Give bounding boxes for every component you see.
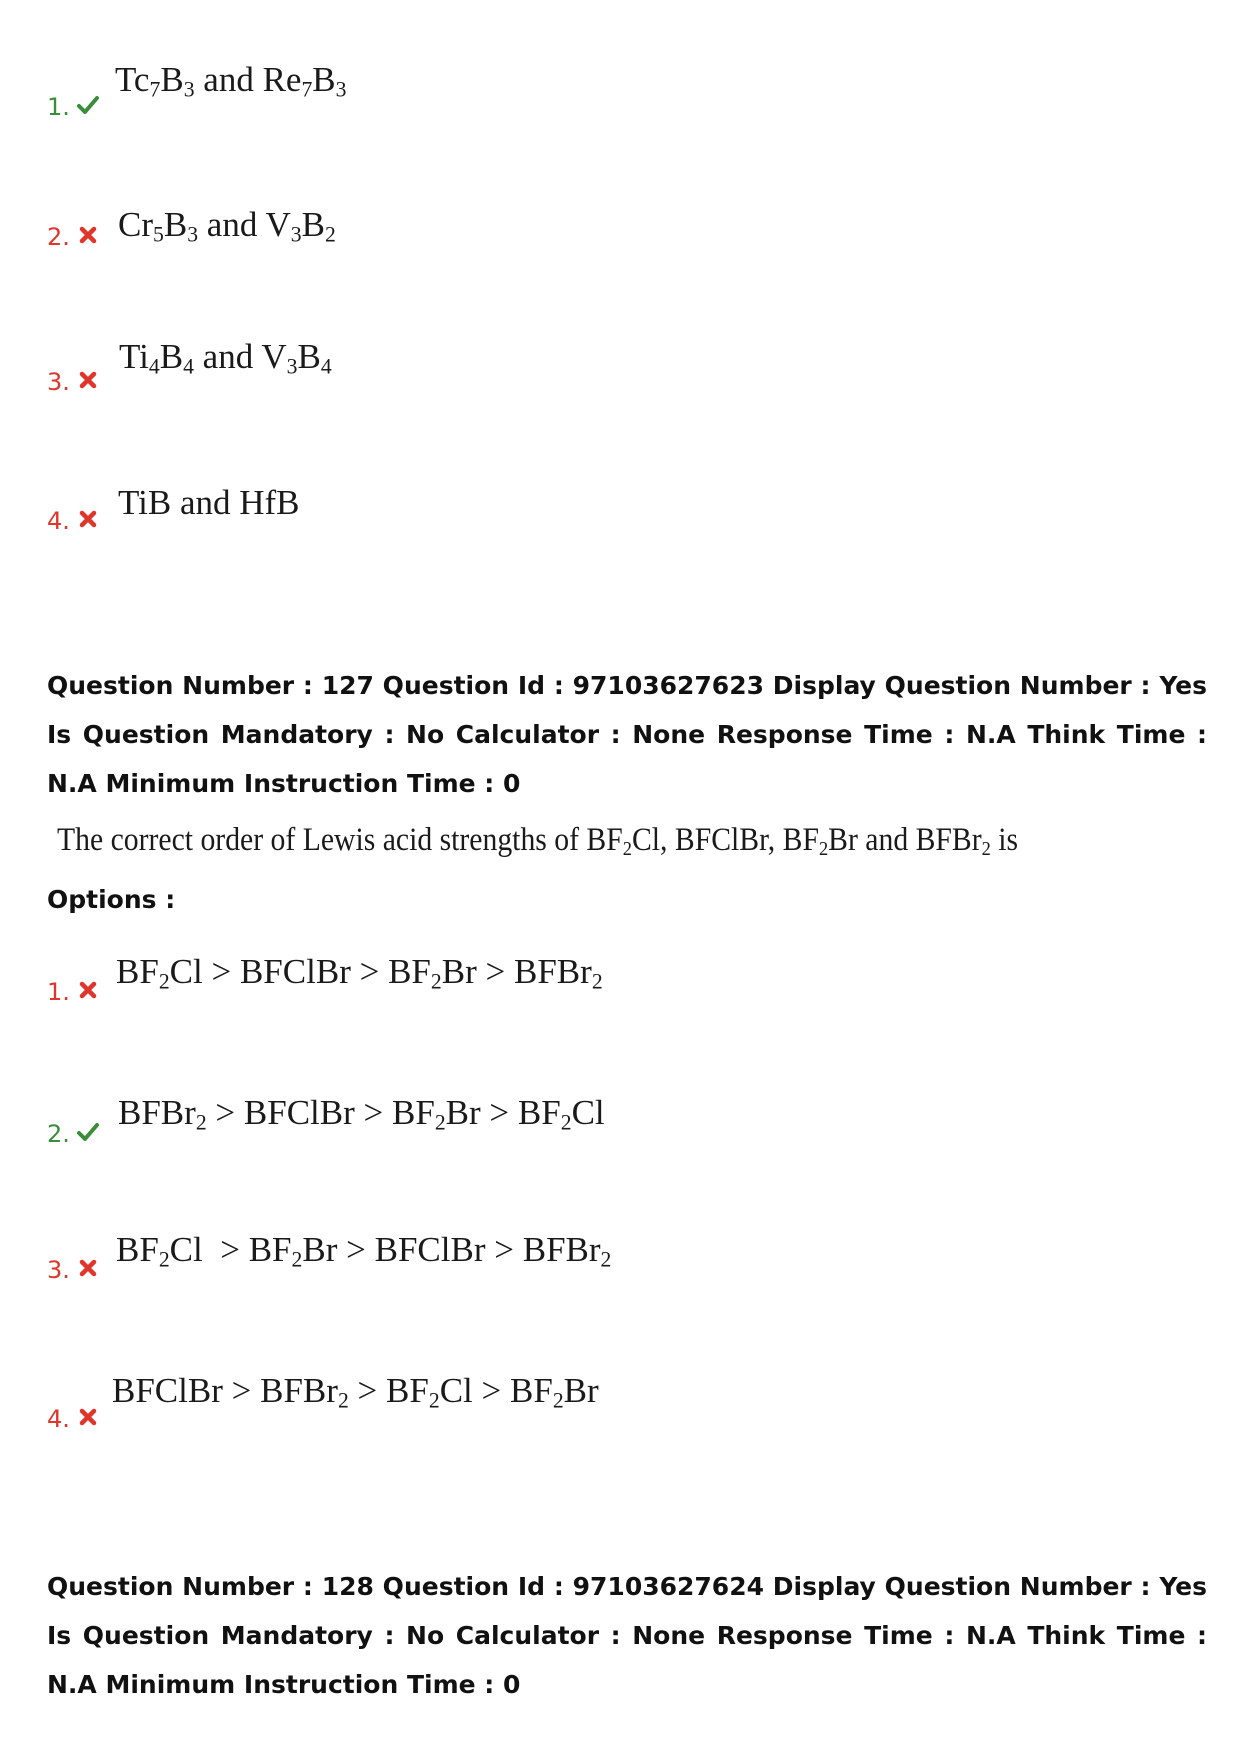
text-part: Br > BFClBr > BFBr: [302, 1230, 601, 1269]
subscript: 2: [591, 969, 603, 994]
text-part: B: [297, 337, 321, 376]
text-part: > BFClBr > BF: [206, 1093, 435, 1132]
option-4: [0, 1371, 1240, 1461]
option-3: [0, 1230, 1240, 1320]
option-number: 3.: [47, 368, 70, 396]
option-text: [112, 1371, 599, 1411]
option-text: [116, 1230, 611, 1270]
text-part: Br: [563, 1371, 599, 1410]
option-number: 4.: [47, 1405, 70, 1433]
text-part: Tc: [115, 60, 150, 99]
subscript: 2: [434, 1110, 446, 1135]
cross-icon: [77, 224, 99, 246]
text-part: B: [312, 60, 336, 99]
subscript: 2: [428, 1388, 440, 1413]
subscript: 3: [335, 77, 347, 102]
subscript: 2: [430, 969, 442, 994]
subscript: 7: [301, 77, 313, 102]
text-part: and V: [198, 205, 291, 244]
subscript: 2: [337, 1388, 349, 1413]
subscript: 2: [600, 1247, 612, 1272]
subscript: 4: [320, 354, 332, 379]
text-part: Cl: [571, 1093, 605, 1132]
subscript: 3: [183, 77, 195, 102]
text-part: BF: [116, 1230, 159, 1269]
text-part: B: [301, 205, 325, 244]
option-text: [118, 1093, 605, 1133]
subscript: 4: [183, 354, 194, 379]
option-2: [0, 1093, 1240, 1183]
text-part: and Re: [194, 60, 302, 99]
subscript: 2: [818, 838, 829, 861]
prev-option-4: [0, 483, 1240, 573]
subscript: 2: [324, 222, 336, 247]
text-part: Br and BFBr: [828, 822, 982, 858]
option-number: 2.: [47, 223, 70, 251]
text-part: Br > BFBr: [441, 952, 592, 991]
option-text: TiB and HfB: [118, 483, 300, 522]
subscript: 2: [560, 1110, 572, 1135]
prev-option-2: [0, 205, 1240, 295]
subscript: 2: [291, 1247, 303, 1272]
option-text: [119, 337, 332, 377]
subscript: 3: [187, 222, 199, 247]
subscript: 3: [290, 222, 302, 247]
subscript: 2: [622, 838, 632, 861]
option-number: 2.: [47, 1120, 70, 1148]
text-part: B: [160, 60, 184, 99]
subscript: 4: [148, 354, 160, 379]
text-part: BFBr: [118, 1093, 196, 1132]
option-text: [115, 60, 347, 100]
text-part: BFClBr > BFBr: [112, 1371, 338, 1410]
cross-icon: [77, 979, 99, 1001]
text-part: > BF: [348, 1371, 429, 1410]
prev-option-1: [0, 60, 1240, 150]
subscript: 2: [552, 1388, 564, 1413]
text-part: Cl > BF: [169, 1230, 292, 1269]
text-part: Ti: [119, 337, 149, 376]
text-part: Cl > BFClBr > BF: [169, 952, 431, 991]
subscript: 2: [195, 1110, 207, 1135]
option-number: 4.: [47, 507, 70, 535]
options-label: Options :: [47, 885, 176, 914]
text-part: Cr: [118, 205, 153, 244]
subscript: 7: [149, 77, 161, 102]
text-part: B: [163, 205, 188, 244]
option-1: [0, 952, 1240, 1042]
text-part: is: [990, 822, 1019, 858]
cross-icon: [77, 369, 99, 391]
option-number: 1.: [47, 93, 70, 121]
text-part: BF: [116, 952, 159, 991]
question-meta-128: Question Number : 128 Question Id : 97103627624 Display Question Number : Yes Is Question Mandatory : No Calculator : None Response Time : N.A Think Time : N.A Minimum Instruction Time : 0: [47, 1572, 1207, 1699]
cross-icon: [77, 1406, 99, 1428]
question-text: [57, 820, 1018, 860]
text-part: The correct order of Lewis acid strengths of BF: [57, 822, 623, 858]
prev-option-3: [0, 337, 1240, 427]
option-text: [116, 952, 603, 992]
option-number: 1.: [47, 978, 70, 1006]
subscript: 2: [158, 969, 170, 994]
cross-icon: [77, 508, 99, 530]
text-part: Br > BF: [445, 1093, 561, 1132]
text-part: Cl > BF: [439, 1371, 553, 1410]
option-number: 3.: [47, 1256, 70, 1284]
question-meta-127: Question Number : 127 Question Id : 97103627623 Display Question Number : Yes Is Question Mandatory : No Calculator : None Response Time : N.A Think Time : N.A Minimum Instruction Time : 0: [47, 671, 1207, 798]
subscript: 2: [981, 838, 991, 861]
subscript: 3: [286, 354, 298, 379]
text-part: and V: [193, 337, 287, 376]
subscript: 2: [158, 1247, 170, 1272]
subscript: 5: [153, 222, 164, 247]
text-part: B: [159, 337, 184, 376]
cross-icon: [77, 1257, 99, 1279]
check-icon: [77, 1121, 99, 1143]
option-text: [118, 205, 336, 245]
check-icon: [77, 94, 99, 116]
text-part: Cl, BFClBr, BF: [631, 822, 819, 858]
